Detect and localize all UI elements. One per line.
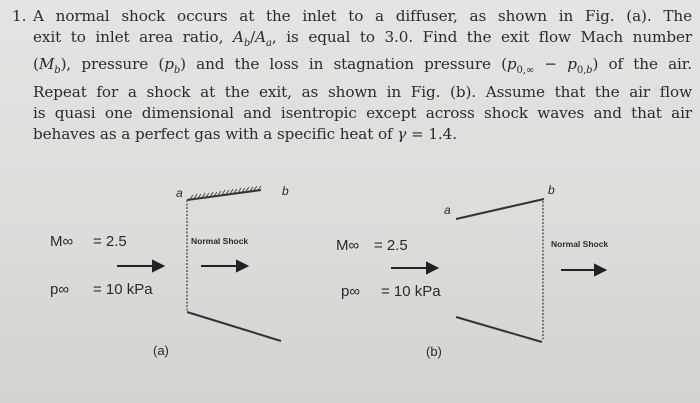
problem-line: behaves as a perfect gas with a specific heat of γ = 1.4. [33,125,457,144]
diffuser-b-bottom-wall [456,317,542,342]
arrow-b-upstream [391,263,437,273]
fig-a-mach-value: = 2.5 [93,233,127,250]
diffuser-b-top-wall [456,199,544,219]
problem-line: is quasi one dimensional and isentropic except across shock waves and that air [33,103,692,122]
fig-b-inlet-letter: a [444,203,451,217]
arrow-a-upstream [117,261,163,271]
fig-b-mach-value: = 2.5 [374,237,408,254]
fig-a-pressure-value: = 10 kPa [93,281,153,298]
problem-line: Repeat for a shock at the exit, as shown in Fig. (b). Assume that the air flow [33,82,692,101]
fig-b-exit-letter: b [548,183,555,197]
fig-a-caption: (a) [153,343,169,358]
fig-b-pressure-label: p∞ [341,283,361,300]
fig-a-exit-letter: b [282,184,289,198]
problem-line: A normal shock occurs at the inlet to a diffuser, as shown in Fig. (a). The [33,7,692,25]
fig-b-mach-label: M∞ [336,237,360,254]
fig-b-shock-label: Normal Shock [551,239,609,249]
fig-b-pressure-value: = 10 kPa [381,283,441,300]
diffuser-a-bottom-wall [187,312,281,341]
fig-a-inlet-letter: a [176,186,183,200]
diffuser-b [456,199,544,342]
fig-a-shock-label: Normal Shock [191,236,249,246]
arrow-a-downstream [201,261,247,271]
fig-a-mach-label: M∞ [50,233,74,250]
fig-a-pressure-label: p∞ [50,281,70,298]
fig-b-caption: (b) [426,344,442,359]
problem-line: $(M_b)$, pressure $(p_b)$ and the loss in stagnation pressure $(p_{0,\infty} - p_{0,b})$ of the air. [33,55,693,77]
problem-number: 1. [12,7,27,25]
diffuser-a-hatching [190,186,261,199]
problem-line: exit to inlet area ratio, $A_b/A_a$, is equal to 3.0. Find the exit flow Mach number [33,28,692,50]
arrow-b-downstream [561,265,605,275]
